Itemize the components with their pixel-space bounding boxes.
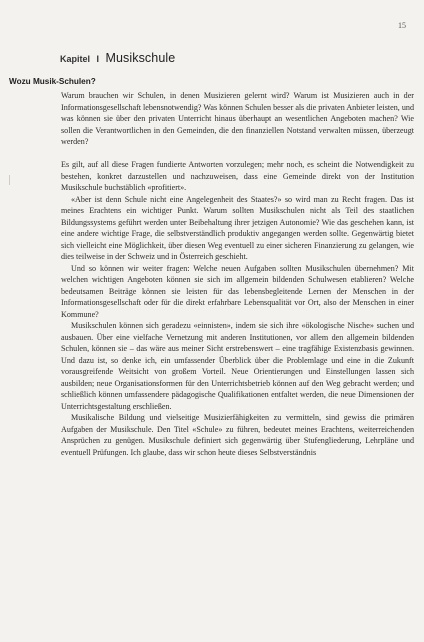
chapter-heading <box>60 49 175 67</box>
chapter-title: Musikschule <box>105 51 176 65</box>
paragraph: Musikalische Bildung und vielseitige Musizierfähigkeiten zu vermitteln, sind gewiss die primären Aufgaben der Musikschule. Den Titel «Schule» zu führen, bedeutet meines Erachtens, weiterreichenden Ansprüchen zu genügen. Musikschule definiert sich gegenwärtig über Stufengliederung, Lehrpläne und eventuell Prüfungen. Ich glaube, dass wir schon heute dieses Selbstverständnis <box>61 413 414 457</box>
body-text <box>61 90 414 458</box>
page-number: 15 <box>398 21 406 30</box>
margin-mark <box>9 175 10 185</box>
paragraph: Musikschulen können sich geradezu «einnisten», indem sie sich ihre «ökologische Nische» suchen und ausbauen. Über eine vielfache Vernetzung mit anderen Institutionen, vor allem den allgemein bildenden Schulen, können sie – das wäre aus meiner Sicht erstrebenswert – eine tragfähige Existenzbasis gewinnen. Und dazu ist, so denke ich, ein umfassender Überblick über die Problemlage und eine in die Zukunft vorausgreifende Weitsicht von großem Vorteil. Neue Orientierungen und Einstellungen lassen sich ausbilden; neue Organisationsformen für den Unterrichtsbetrieb können auf den Weg gebracht werden; und schließlich können umfassendere pädagogische Qualifikationen entfaltet werden, die neue Dimensionen der Unterrichtsgestaltung erschließen. <box>61 321 414 411</box>
section-heading: Wozu Musik-Schulen? <box>9 77 96 86</box>
paragraph: Es gilt, auf all diese Fragen fundierte Antworten vorzulegen; mehr noch, es scheint die Notwendigkeit zu bestehen, konkret darzustellen und nachzuweisen, dass eine Gemeinde direkt von der Institution Musikschule buchstäblich «profitiert». <box>61 160 414 192</box>
chapter-separator: I <box>96 54 99 64</box>
paragraph: Warum brauchen wir Schulen, in denen Musizieren gelernt wird? Warum ist Musizieren auch in der Informationsgesellschaft lebensnotwendig? Was können Schulen besser als die privaten Anbieter leisten, und was können sie über den privaten Unterricht hinaus überhaupt an wesentlichen Angeboten machen? Wie sollen die Verantwortlichen in den Gemeinden, die den finanziellen Notstand verwalten müssen, überzeugt werden? <box>61 91 414 146</box>
chapter-label: Kapitel <box>60 54 91 64</box>
paragraph: Und so können wir weiter fragen: Welche neuen Aufgaben sollten Musikschulen übernehmen? Mit welchen wichtigen Angeboten können sie sich im allgemein bildenden Schulwesen etablieren? Welche bedeutsamen Beiträge können sie leisten für das lebensbegleitende Lernen der Menschen in der Informationsgesellschaft oder für die direkt erfahrbare Lebensqualität vor Ort, also der Menschen in einer Kommune? <box>61 263 414 319</box>
paragraph: «Aber ist denn Schule nicht eine Angelegenheit des Staates?» so wird man zu Recht fragen. Das ist meines Erachtens ein wichtiger Punkt. Warum sollten Musikschulen nicht als Teil des staatlichen Bildungssystems geführt werden unter Beibehaltung ihrer jetzigen Autonomie? Wie das geschehen kann, ist eine andere wichtige Frage, die selbstverständlich produktiv angegangen werden sollte. Gegenwärtig bietet sich vielleicht eine Möglichkeit, über diesen Weg eventuell zu einer sicheren Finanzierung zu gelangen, wie dies teilweise in der Schweiz und in Österreich geschieht. <box>61 194 414 261</box>
